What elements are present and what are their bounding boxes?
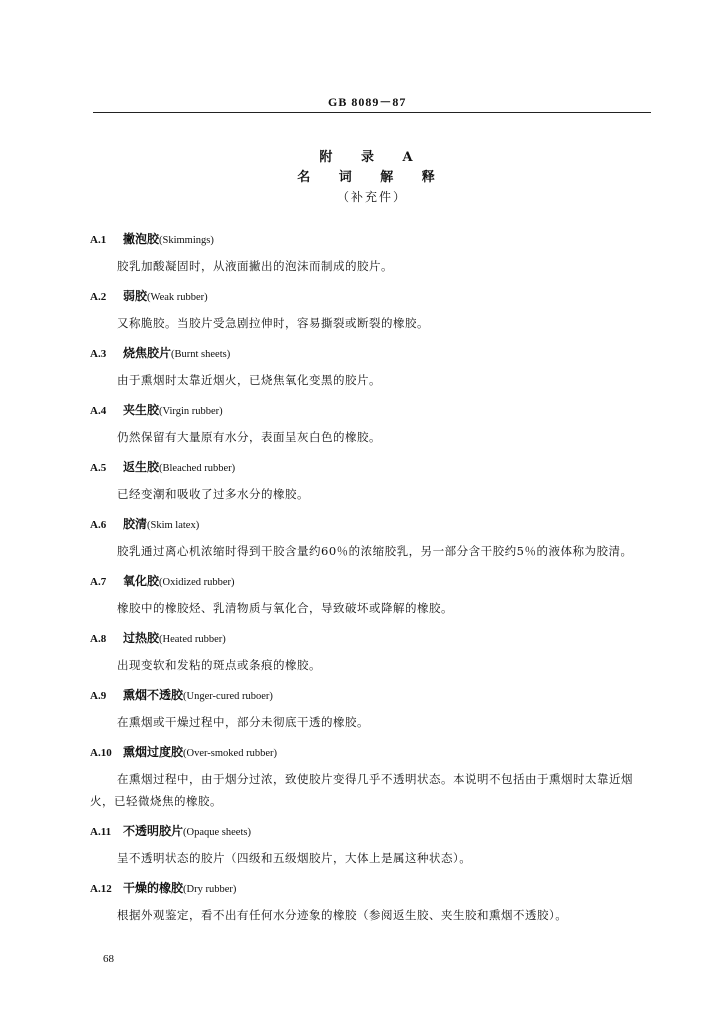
- term-number: A.3: [90, 348, 107, 360]
- term-number: A.7: [90, 576, 107, 588]
- term-chinese: 烧焦胶片: [123, 346, 172, 360]
- term-number: A.9: [90, 690, 107, 702]
- term-line: [90, 879, 655, 897]
- glossary-entry: [90, 879, 655, 926]
- glossary-entry: [90, 515, 655, 562]
- term-definition: 又称脆胶。当胶片受急剧拉伸时，容易撕裂或断裂的橡胶。: [117, 316, 429, 330]
- term-chinese: 不透明胶片: [123, 824, 184, 838]
- term-english: (Over-smoked rubber): [183, 748, 277, 759]
- term-english: (Skimmings): [159, 235, 214, 246]
- term-chinese: 撇泡胶: [123, 232, 160, 246]
- term-english: (Oxidized rubber): [159, 577, 235, 588]
- term-definition: 仍然保留有大量原有水分，表面呈灰白色的橡胶。: [117, 430, 381, 444]
- term-number: A.12: [90, 883, 112, 895]
- glossary-entry: [90, 686, 655, 733]
- term-chinese: 返生胶: [123, 460, 160, 474]
- term-number: A.6: [90, 519, 107, 531]
- glossary-entry: [90, 230, 655, 277]
- glossary-entry: [90, 458, 655, 505]
- term-number: A.8: [90, 633, 107, 645]
- term-line: [90, 515, 655, 533]
- term-number: A.10: [90, 747, 112, 759]
- term-number: A.2: [90, 291, 107, 303]
- term-chinese: 氧化胶: [123, 574, 160, 588]
- term-number: A.1: [90, 234, 107, 246]
- term-definition: 由于熏烟时太靠近烟火，已烧焦氧化变黑的胶片。: [117, 373, 381, 387]
- term-line: [90, 458, 655, 476]
- term-definition: 根据外观鉴定，看不出有任何水分迹象的橡胶（参阅返生胶、夹生胶和熏烟不透胶）。: [117, 908, 568, 922]
- glossary-entries: [90, 230, 655, 936]
- glossary-entry: [90, 822, 655, 869]
- term-english: (Bleached rubber): [159, 463, 236, 474]
- term-english: (Dry rubber): [183, 884, 237, 895]
- term-definition: 在熏烟过程中，由于烟分过浓，致使胶片变得几乎不透明状态。本说明不包括由于熏烟时太靠近烟火，已轻微烧焦的橡胶。: [90, 772, 633, 808]
- annex-note: （补充件）: [336, 190, 407, 204]
- term-line: [90, 344, 655, 362]
- term-chinese: 干燥的橡胶: [123, 881, 184, 895]
- term-line: [90, 629, 655, 647]
- term-english: (Heated rubber): [159, 634, 226, 645]
- term-definition: 呈不透明状态的胶片（四级和五级烟胶片，大体上是属这种状态）。: [117, 851, 472, 865]
- glossary-entry: [90, 629, 655, 676]
- term-english: (Weak rubber): [147, 292, 208, 303]
- standard-code: GB 8089－87: [328, 95, 407, 109]
- term-chinese: 弱胶: [123, 289, 148, 303]
- glossary-entry: [90, 287, 655, 334]
- term-number: A.4: [90, 405, 107, 417]
- term-line: [90, 743, 655, 761]
- term-definition: 在熏烟或干燥过程中，部分未彻底干透的橡胶。: [117, 715, 369, 729]
- annex-subtitle: 名 词 解 释: [297, 170, 447, 185]
- annex-title: 附 录 A: [319, 150, 425, 165]
- term-chinese: 夹生胶: [123, 403, 160, 417]
- header-rule: [93, 112, 651, 113]
- term-definition: 胶乳加酸凝固时，从液面撇出的泡沫而制成的胶片。: [117, 259, 393, 273]
- term-chinese: 过热胶: [123, 631, 160, 645]
- glossary-entry: [90, 572, 655, 619]
- term-line: [90, 287, 655, 305]
- term-english: (Skim latex): [147, 520, 200, 531]
- term-definition: 橡胶中的橡胶烃、乳清物质与氧化合，导致破坏或降解的橡胶。: [117, 601, 453, 615]
- term-number: A.11: [90, 826, 112, 838]
- term-definition: 出现变软和发粘的斑点或条痕的橡胶。: [117, 658, 321, 672]
- term-english: (Virgin rubber): [159, 406, 223, 417]
- term-line: [90, 572, 655, 590]
- term-number: A.5: [90, 462, 107, 474]
- glossary-entry: [90, 344, 655, 391]
- glossary-entry: [90, 401, 655, 448]
- term-line: [90, 686, 655, 704]
- term-line: [90, 230, 655, 248]
- term-line: [90, 401, 655, 419]
- term-chinese: 熏烟不透胶: [123, 688, 184, 702]
- term-english: (Opaque sheets): [183, 827, 251, 838]
- term-definition: 胶乳通过离心机浓缩时得到干胶含量约60％的浓缩胶乳，另一部分含干胶约5％的液体称为胶清。: [117, 544, 633, 558]
- term-chinese: 熏烟过度胶: [123, 745, 184, 759]
- glossary-entry: [90, 743, 655, 812]
- term-definition: 已经变潮和吸收了过多水分的橡胶。: [117, 487, 309, 501]
- term-english: (Burnt sheets): [171, 349, 231, 360]
- term-english: (Unger-cured ruboer): [183, 691, 273, 702]
- term-chinese: 胶清: [123, 517, 148, 531]
- page-number: 68: [103, 953, 114, 965]
- term-line: [90, 822, 655, 840]
